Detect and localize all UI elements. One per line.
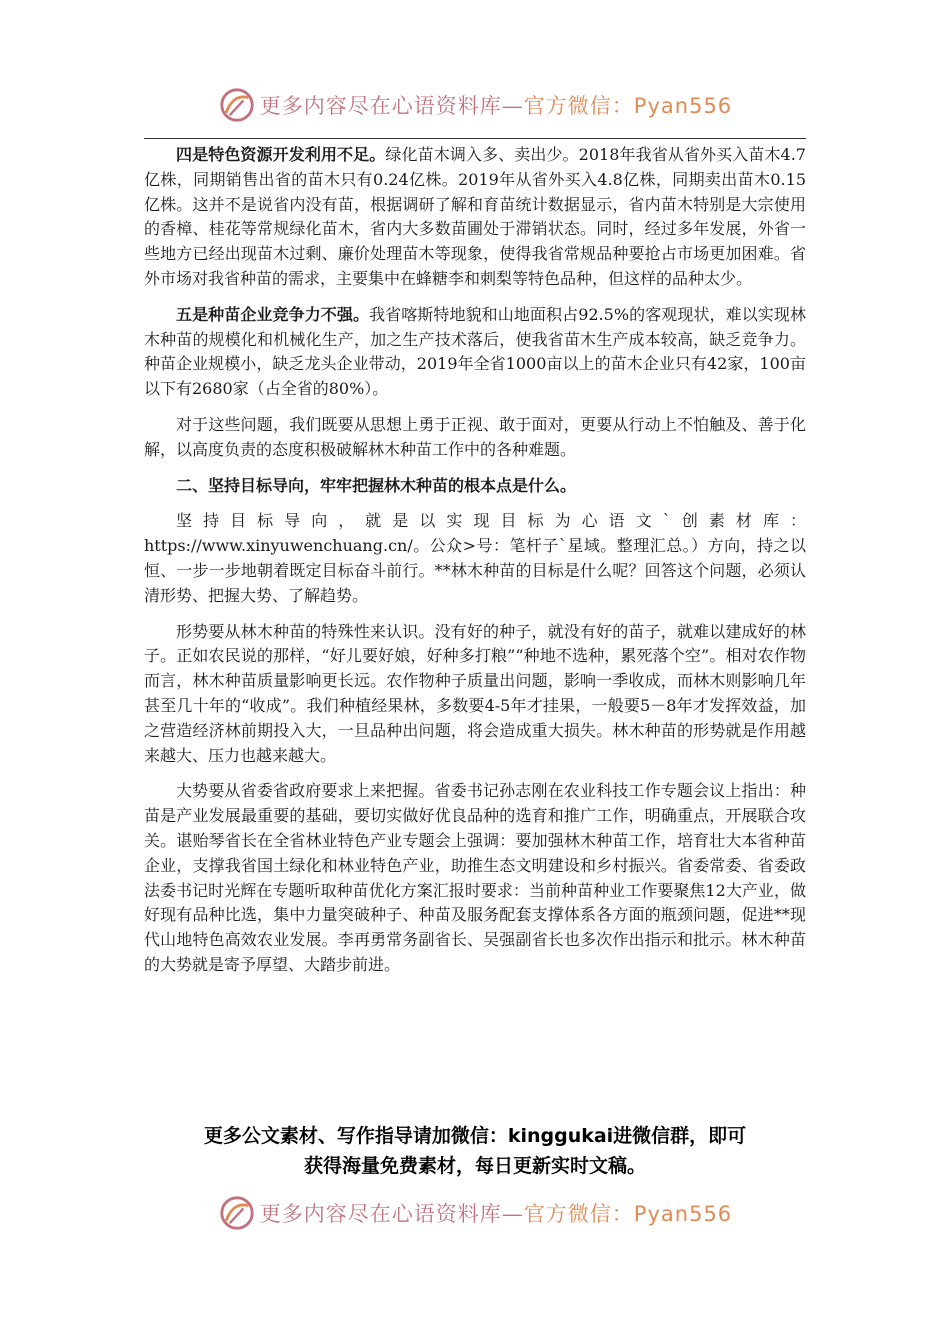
paragraph-enterprise: 五是种苗企业竞争力不强。我省喀斯特地貌和山地面积占92.5%的客观现状，难以实现林木种苗的规模化和机械化生产，加之生产技术落后，使我省苗木生产成本较高，缺乏竞争力。种苗企业规模小，缺乏龙头企业带动，2019年全省1000亩以上的苗木企业只有42家，100亩以下有2680家（占全省的80%）。 xyxy=(144,304,806,399)
seal-logo-icon xyxy=(218,86,256,124)
promo-notice xyxy=(144,1121,806,1181)
header-rule xyxy=(144,138,806,139)
paragraph-problems: 对于这些问题，我们既要从思想上勇于正视、敢于面对，更要从行动上不怕触及、善于化解，以高度负责的态度积极破解林木种苗工作中的各种难题。 xyxy=(144,414,806,459)
paragraph-resource: 四是特色资源开发利用不足。绿化苗木调入多、卖出少。2018年我省从省外买入苗木4.7亿株，同期销售出省的苗木只有0.24亿株。2019年从省外买入4.8亿株，同期卖出苗木0.15亿株。这并不是说省内没有苗，根据调研了解和育苗统计数据显示，省内苗木特别是大宗使用的香樟、桂花等常规绿化苗木，省内大多数苗圃处于滞销状态。同时，经过多年发展，外省一些地方已经出现苗木过剩、廉价处理苗木等现象，使得我省常规品种要抢占市场更加困难。省外市场对我省种苗的需求，主要集中在蜂糖李和刺梨等特色品种，但这样的品种太少。 xyxy=(144,145,806,288)
document-body xyxy=(144,143,806,989)
header-banner xyxy=(0,80,950,130)
seal-logo-icon xyxy=(218,1194,256,1232)
paragraph-trend: 大势要从省委省政府要求上来把握。省委书记孙志刚在农业科技工作专题会议上指出：种苗是产业发展最重要的基础，要切实做好优良品种的选育和推广工作，明确重点，开展联合攻关。谌贻琴省长在全省林业特色产业专题会上强调：要加强林木种苗工作，培育壮大本省种苗企业，支撑我省国土绿化和林业特色产业，助推生态文明建设和乡村振兴。省委常委、省委政法委书记时光辉在专题听取种苗优化方案汇报时要求：当前种苗种业工作要聚焦12大产业，做好现有品种比选，集中力量突破种子、种苗及服务配套支撑体系各方面的瓶颈问题，促进**现代山地特色高效农业发展。李再勇常务副省长、吴强副省长也多次作出指示和批示。林木种苗的大势就是寄予厚望、大踏步前进。 xyxy=(144,781,806,974)
promo-line-2: 获得海量免费素材，每日更新实时文稿。 xyxy=(303,1155,646,1177)
banner-text: 更多内容尽在心语资料库—官方微信：Pyan556 xyxy=(259,94,733,118)
footer-banner xyxy=(0,1188,950,1238)
section-heading-2: 二、坚持目标导向，牢牢把握林木种苗的根本点是什么。 xyxy=(176,475,577,495)
promo-line-1: 更多公文素材、写作指导请加微信：kinggukai进微信群，即可 xyxy=(203,1125,747,1147)
paragraph-situation: 形势要从林木种苗的特殊性来认识。没有好的种子，就没有好的苗子，就难以建成好的林子。正如农民说的那样，“好儿要好娘，好种多打粮”“种地不选种，累死落个空”。相对农作物而言，林木种苗质量影响更长远。农作物种子质量出问题，影响一季收成，而林木则影响几年甚至几十年的“收成”。我们种植经果林，多数要4-5年才挂果，一般要5－8年才发挥效益，加之营造经济林前期投入大，一旦品种出问题，将会造成重大损失。林木种苗的形势就是作用越来越大、压力也越来越大。 xyxy=(144,621,806,765)
banner-text: 更多内容尽在心语资料库—官方微信：Pyan556 xyxy=(259,1202,733,1226)
paragraph-goal: 坚持目标导向，就是以实现目标为心语文`创素材库：https://www.xinyuwenchuang.cn/。公众>号：笔杆子`星域。整理汇总。）方向，持之以恒、一步一步地朝着既定目标奋斗前行。**林木种苗的目标是什么呢？回答这个问题，必须认清形势、把握大势、了解趋势。 xyxy=(144,511,806,605)
